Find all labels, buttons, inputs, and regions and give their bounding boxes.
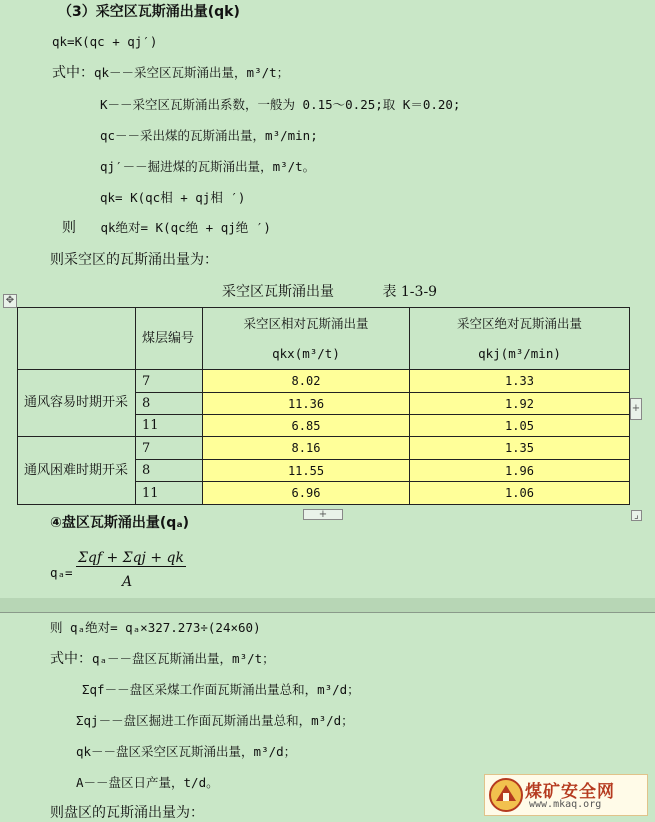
relative-cell[interactable]: 6.85 [203,415,410,437]
page-break-line-2 [0,612,655,613]
logo-title: 煤矿安全网 [525,782,615,802]
seam-cell: 8 [136,393,203,415]
table-caption: 采空区瓦斯涌出量 表 1-3-9 [222,284,438,300]
mine-logo-icon [488,777,524,813]
header-cell-absolute: 采空区绝对瓦斯涌出量 qkj(m³/min) [410,308,630,370]
header-cell-relative: 采空区相对瓦斯涌出量 qkx(m³/t) [203,308,410,370]
section-heading-4: ④盘区瓦斯涌出量(qₐ) [50,515,190,531]
header-cell-blank [18,308,136,370]
table-header-row [18,308,630,370]
table-resize-handle-icon[interactable]: ⌟ [631,510,642,521]
seam-cell: 11 [136,482,203,505]
gas-emission-table [17,307,630,505]
relative-cell[interactable]: 6.96 [203,482,410,505]
final-line: 则盘区的瓦斯涌出量为： [50,805,204,821]
logo-url: www.mkaq.org [529,799,602,810]
absolute-cell[interactable]: 1.05 [410,415,630,437]
fraction-denominator: A [122,574,133,590]
relative-cell[interactable]: 8.02 [203,370,410,393]
group-label-hard: 通风困难时期开采 [18,437,136,505]
definition-sum-qf: Σqf－－盘区采煤工作面瓦斯涌出量总和，m³/d； [82,682,360,697]
seam-cell: 8 [136,460,203,482]
group-label-easy: 通风容易时期开采 [18,370,136,437]
absolute-cell[interactable]: 1.06 [410,482,630,505]
definition-sum-qj: Σqj－－盘区掘进工作面瓦斯涌出量总和，m³/d； [76,713,354,728]
absolute-cell[interactable]: 1.33 [410,370,630,393]
seam-cell: 7 [136,370,203,393]
page-gap [0,598,655,612]
watermark-logo [484,774,648,816]
definition-k: K－－采空区瓦斯涌出系数，一般为 0.15～0.25;取 K＝0.20; [100,97,461,112]
add-column-icon[interactable]: + [630,398,642,420]
table-row [18,437,630,460]
seam-cell: 7 [136,437,203,460]
absolute-cell[interactable]: 1.96 [410,460,630,482]
definition-qc: qc－－采出煤的瓦斯涌出量，m³/min; [100,128,318,143]
formula-qa-absolute: 则 qₐ绝对= qₐ×327.273÷(24×60) [50,620,261,635]
fraction-numerator: Σqf + Σqj + qk [78,550,184,566]
absolute-cell[interactable]: 1.35 [410,437,630,460]
relative-cell[interactable]: 8.16 [203,437,410,460]
definition-label: 式中：qk－－采空区瓦斯涌出量，m³/t； [52,65,290,81]
definition-qk: qk－－盘区采空区瓦斯涌出量，m³/d； [76,744,297,759]
then-line: 则采空区的瓦斯涌出量为： [50,252,218,268]
table-move-handle-icon[interactable]: ✥ [3,294,17,308]
document-page: （3）采空区瓦斯涌出量(qk) qk=K(qc + qj′) 式中：qk－－采空区瓦斯涌出量，m³/t； K－－采空区瓦斯涌出系数，一般为 0.15～0.25;取 K＝0.20; qc－－采出煤的瓦斯涌出量，m³/min; qj′－－掘进煤的瓦斯涌出量，m³/t。 qk= K(qc相 + qj相 ′) 则 qk绝对= K(qc绝 + qj绝 ′) 则采空区的瓦斯涌出量为： 采空区瓦斯涌出量 表 1-3-9 ✥ 煤层编号 采空区相对瓦斯涌出量 qkx(m³/t) 采空区绝对瓦斯涌出量 qkj(m³/min) 通风容易时期开采 7 8.02 1.33 8 11.36 1.92 11 6.85 1.05 通风困难时期开采 7 8.16 1.35 8 11.55 1.96 11 6.96 1.06 + + ⌟ ④盘区瓦斯涌出量(qₐ) qₐ= Σqf + Σqj + qk A 则 qₐ绝对= qₐ×327.273÷(24×60) 式中：qₐ－－盘区瓦斯涌出量，m³/t； Σqf－－盘区采煤工作面瓦斯涌出量总和，m³/d； Σqj－－盘区掘进工作面瓦斯涌出量总和，m³/d； qk－－盘区采空区瓦斯涌出量，m³/d； A－－盘区日产量，t/d。 则盘区的瓦斯涌出量为： 煤矿安全网 www.mkaq.org [0,0,655,820]
definition-a: A－－盘区日产量，t/d。 [76,775,219,790]
table-row [18,370,630,393]
formula-qk: qk=K(qc + qj′) [52,34,158,49]
definition-qj: qj′－－掘进煤的瓦斯涌出量，m³/t。 [100,159,316,174]
relative-cell[interactable]: 11.36 [203,393,410,415]
formula-relative: qk= K(qc相 + qj相 ′) [100,190,246,205]
add-row-icon[interactable]: + [303,509,343,520]
seam-cell: 11 [136,415,203,437]
section-heading-3: （3）采空区瓦斯涌出量(qk) [58,4,240,20]
definition-block-2: 式中：qₐ－－盘区瓦斯涌出量，m³/t； [50,651,275,667]
header-cell-seam: 煤层编号 [136,308,203,370]
formula-absolute: 则 qk绝对= K(qc绝 + qj绝 ′) [62,220,271,236]
relative-cell[interactable]: 11.55 [203,460,410,482]
absolute-cell[interactable]: 1.92 [410,393,630,415]
